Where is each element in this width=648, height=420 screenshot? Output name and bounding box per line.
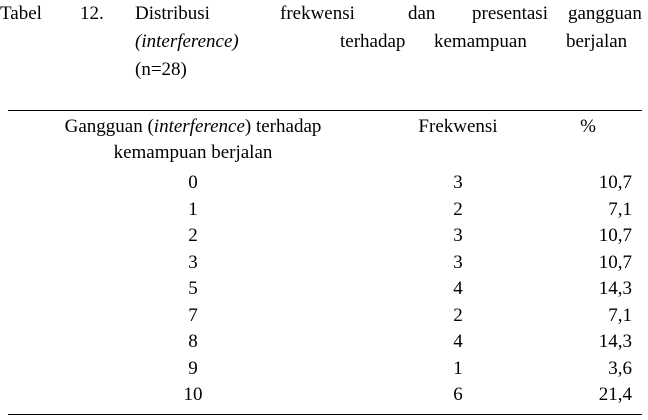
header-col1-pre: Gangguan ( bbox=[64, 116, 154, 137]
table-row bbox=[8, 356, 642, 383]
caption-word: dan bbox=[408, 3, 436, 24]
caption-line-2 bbox=[0, 28, 648, 56]
header-frequency: Frekwensi bbox=[418, 116, 498, 137]
cell-frequency: 3 bbox=[453, 225, 463, 246]
caption-line-1 bbox=[0, 0, 648, 28]
cell-frequency: 1 bbox=[453, 357, 463, 379]
cell-level: 8 bbox=[188, 331, 198, 352]
caption-word: presentasi bbox=[472, 3, 548, 24]
caption-word: kemampuan bbox=[434, 31, 527, 52]
cell-percent: 7,1 bbox=[608, 198, 632, 220]
cell-level: 1 bbox=[188, 198, 198, 220]
table-row bbox=[8, 276, 642, 303]
cell-frequency: 3 bbox=[453, 172, 463, 193]
cell-level: 5 bbox=[188, 278, 198, 299]
header-percent: % bbox=[580, 116, 596, 137]
cell-level: 3 bbox=[188, 251, 198, 273]
header-interference-level bbox=[8, 114, 378, 166]
caption-word: frekwensi bbox=[280, 3, 355, 24]
header-col1-italic: interference bbox=[153, 116, 245, 137]
table-row bbox=[8, 329, 642, 356]
table-row bbox=[8, 382, 642, 409]
cell-level: 9 bbox=[188, 357, 198, 379]
cell-frequency: 2 bbox=[453, 304, 463, 326]
caption-number: 12. bbox=[80, 3, 104, 24]
cell-frequency: 4 bbox=[453, 331, 463, 352]
cell-percent: 10,7 bbox=[598, 172, 632, 193]
caption-italic-term: (interference) bbox=[135, 31, 239, 52]
cell-level: 0 bbox=[188, 172, 198, 193]
table-row bbox=[8, 250, 642, 277]
cell-percent: 10,7 bbox=[598, 225, 632, 246]
table-bottom-rule bbox=[8, 414, 642, 415]
table-top-rule bbox=[8, 110, 642, 111]
table-header bbox=[8, 114, 642, 170]
caption-word: Distribusi bbox=[135, 3, 210, 24]
caption-word: berjalan bbox=[566, 31, 628, 52]
cell-level: 7 bbox=[188, 304, 198, 326]
caption-sample-size: (n=28) bbox=[135, 59, 187, 80]
cell-level: 2 bbox=[188, 225, 198, 246]
cell-percent: 3,6 bbox=[608, 357, 632, 379]
table-row bbox=[8, 223, 642, 250]
table-row bbox=[8, 170, 642, 197]
header-col1-line1 bbox=[8, 114, 378, 140]
cell-percent: 14,3 bbox=[598, 331, 632, 352]
cell-level: 10 bbox=[183, 384, 203, 405]
cell-frequency: 6 bbox=[453, 384, 463, 405]
caption-line-3 bbox=[0, 56, 648, 84]
cell-frequency: 2 bbox=[453, 198, 463, 220]
cell-frequency: 3 bbox=[453, 251, 463, 273]
caption-word: terhadap bbox=[340, 31, 406, 52]
table-row bbox=[8, 303, 642, 330]
cell-percent: 10,7 bbox=[598, 251, 632, 273]
caption-word: gangguan bbox=[568, 3, 642, 24]
cell-percent: 21,4 bbox=[598, 384, 632, 405]
cell-frequency: 4 bbox=[453, 278, 463, 299]
cell-percent: 14,3 bbox=[598, 278, 632, 299]
table-row bbox=[8, 197, 642, 224]
table-caption bbox=[0, 0, 648, 84]
header-col1-post: ) terhadap bbox=[244, 116, 322, 137]
frequency-table bbox=[8, 114, 642, 409]
caption-label: Tabel bbox=[0, 3, 42, 24]
header-col1-line2: kemampuan berjalan bbox=[113, 142, 273, 163]
cell-percent: 7,1 bbox=[608, 304, 632, 326]
